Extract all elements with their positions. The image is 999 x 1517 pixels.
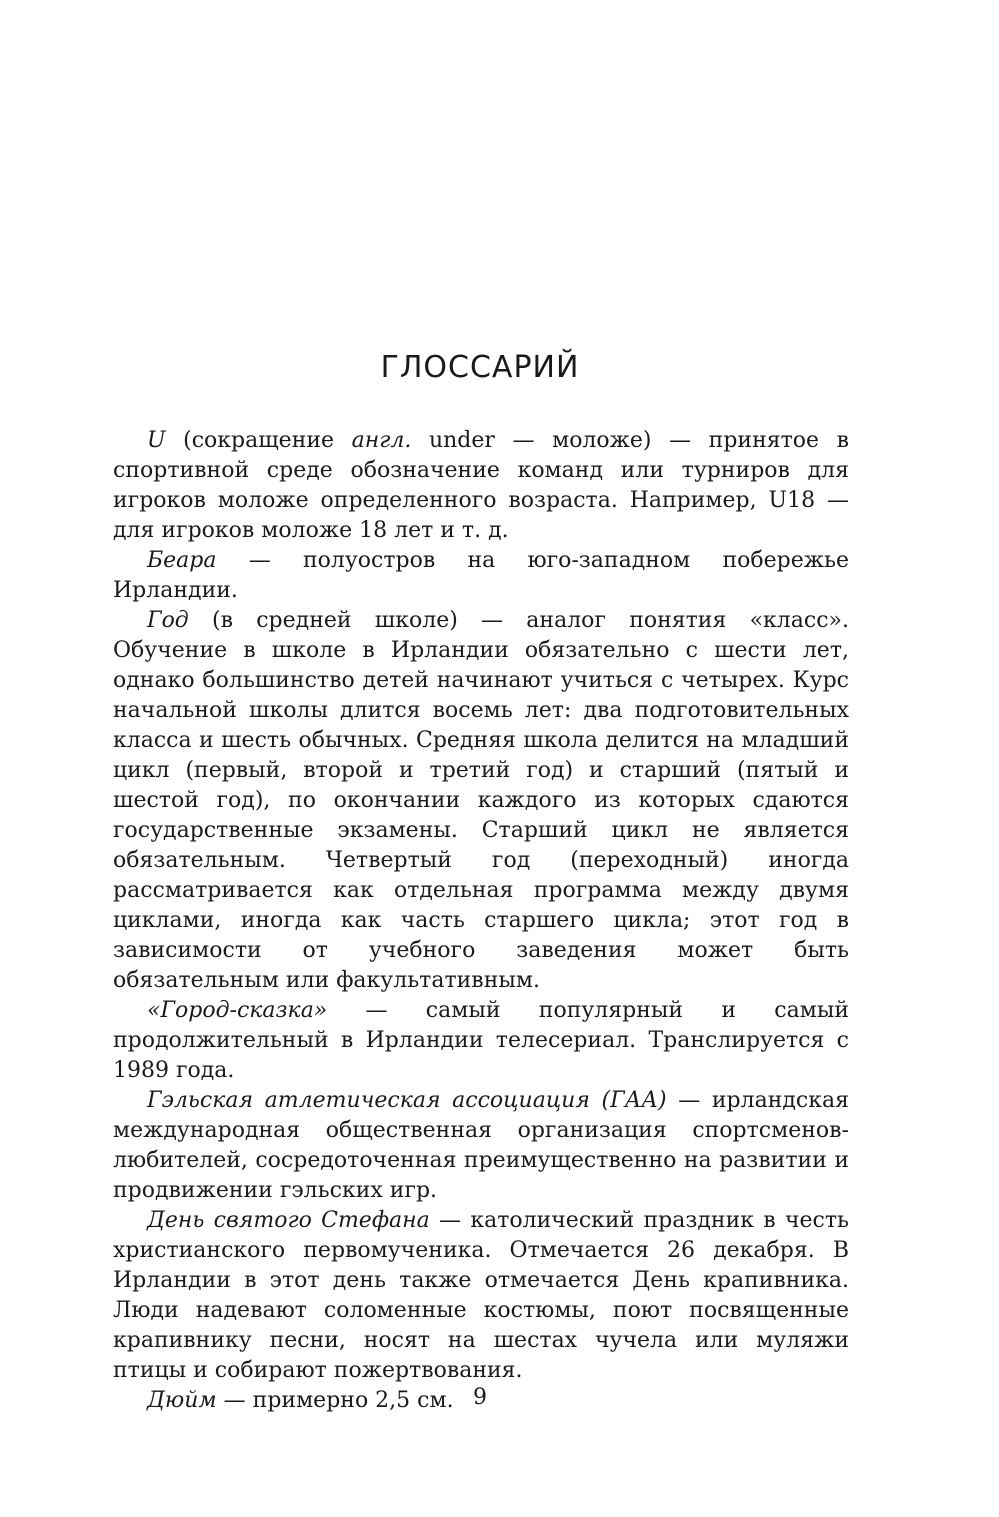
glossary-entry-u [113,426,849,546]
glossary-abbreviation: англ. [351,428,412,453]
glossary-definition: under — моложе) — принятое в спортивной среде обозначение команд или турниров для игроков моложе определенного возраста. Например, U18 — для игроков моложе 18 лет и т. д. [113,428,850,543]
glossary-definition: — ирландская международная общественная организация спортсменов-любителей, сосредоточенная преимущественно на развитии и продвижении гэльских игр. [113,1088,850,1203]
page-title: ГЛОССАРИЙ [380,350,580,385]
glossary-definition: — католический праздник в честь христианского первомученика. Отмечается 26 декабря. В Ирландии в этот день также отмечается День крапивника. Люди надевают соломенные костюмы, поют посвященные крапивнику песни, носят на шестах чучела или муляжи птицы и собирают пожертвования. [113,1208,849,1383]
glossary-term: U [147,428,166,453]
glossary-entry-gaa [113,1086,849,1206]
glossary-definition: — самый популярный и самый продолжительный в Ирландии телесериал. Транслируется с 1989 года. [113,998,849,1083]
glossary-term: Год [147,608,189,633]
glossary-definition: — полуостров на юго-западном побережье Ирландии. [113,548,849,603]
glossary-definition: (в средней школе) — аналог понятия «класс». Обучение в школе в Ирландии обязательно с шести лет, однако большинство детей начинают учиться с четырех. Курс начальной школы длится восемь лет: два подготовительных класса и шесть обычных. Средняя школа делится на младший цикл (первый, второй и третий год) и старший (пятый и шестой год), по окончании каждого из которых сдаются государственные экзамены. Старший цикл не является обязательным. Четвертый год (переходный) иногда рассматривается как отдельная программа между двумя циклами, иногда как часть старшего цикла; этот год в зависимости от учебного заведения может быть обязательным или факультативным. [113,608,849,993]
glossary-term: День святого Стефана [147,1208,430,1233]
glossary-definition: — примерно 2,5 см. [216,1388,454,1413]
glossary-list [113,426,849,1416]
glossary-term: Дюйм [147,1388,217,1413]
glossary-term: Гэльская атлетическая ассоциация (ГАА) [147,1088,667,1113]
glossary-entry-gorod-skazka [113,996,849,1086]
page-number: 9 [473,1385,487,1410]
glossary-definition-prefix: (сокращение [165,428,352,453]
glossary-entry-beara [113,546,849,606]
glossary-entry-god [113,606,849,996]
glossary-term: Беара [147,548,217,573]
glossary-entry-st-stephen [113,1206,849,1386]
glossary-term: «Город-сказка» [147,998,328,1023]
